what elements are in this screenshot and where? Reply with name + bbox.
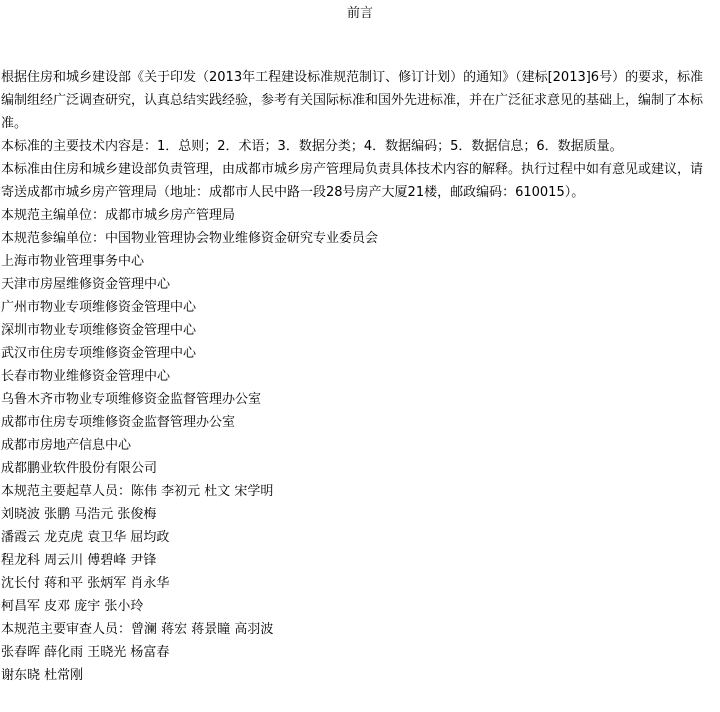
paragraph-background: 根据住房和城乡建设部《关于印发（2013年工程建设标准规范制订、修订计划）的通知》（建标[2013]6号）的要求，标准编制组经广泛调查研究，认真总结实践经验，参考有关国际标准和国外先进标准，并在广泛征求意见的基础上，编制了本标准。 [1,70,704,131]
drafters-line: 程龙科 周云川 傅碧峰 尹锋 [1,553,157,568]
participating-unit: 天津市房屋维修资金管理中心 [1,277,171,292]
participating-unit: 广州市物业专项维修资金管理中心 [1,300,197,315]
participating-unit: 长春市物业维修资金管理中心 [1,369,171,384]
participating-unit: 本规范参编单位：中国物业管理协会物业维修资金研究专业委员会 [1,231,379,246]
reviewers-line: 谢东晓 杜常刚 [1,668,84,683]
drafters-line: 沈长付 蒋和平 张炳军 肖永华 [1,576,170,591]
participating-unit: 成都市住房专项维修资金监督管理办公室 [1,415,236,430]
participating-unit: 成都市房地产信息中心 [1,438,132,453]
paragraph-management: 本标准由住房和城乡建设部负责管理，由成都市城乡房产管理局负责具体技术内容的解释。执行过程中如有意见或建议，请寄送成都市城乡房产管理局（地址：成都市人民中路一段28号房产大厦21楼，邮政编码：610015）。 [1,162,704,200]
participating-unit: 武汉市住房专项维修资金管理中心 [1,346,197,361]
paragraph-technical-content: 本标准的主要技术内容是：1．总则；2．术语；3．数据分类；4．数据编码；5．数据信息；6．数据质量。 [1,139,623,154]
document-body [0,66,720,687]
document-title: 前言 [346,6,373,21]
reviewers-line: 本规范主要审查人员：曾澜 蒋宏 蒋景瞳 高羽波 [1,622,274,637]
reviewers-line: 张春晖 薛化雨 王晓光 杨富春 [1,645,170,660]
chief-editor-unit: 本规范主编单位：成都市城乡房产管理局 [1,208,236,223]
drafters-line: 本规范主要起草人员：陈伟 李初元 杜文 宋学明 [1,484,274,499]
participating-unit: 上海市物业管理事务中心 [1,254,145,269]
participating-unit: 乌鲁木齐市物业专项维修资金监督管理办公室 [1,392,262,407]
drafters-line: 刘晓波 张鹏 马浩元 张俊梅 [1,507,157,522]
drafters-line: 潘霞云 龙克虎 袁卫华 屈均政 [1,530,170,545]
participating-unit: 成都鹏业软件股份有限公司 [1,461,158,476]
participating-unit: 深圳市物业专项维修资金管理中心 [1,323,197,338]
drafters-line: 柯昌军 皮邓 庞宇 张小玲 [1,599,144,614]
